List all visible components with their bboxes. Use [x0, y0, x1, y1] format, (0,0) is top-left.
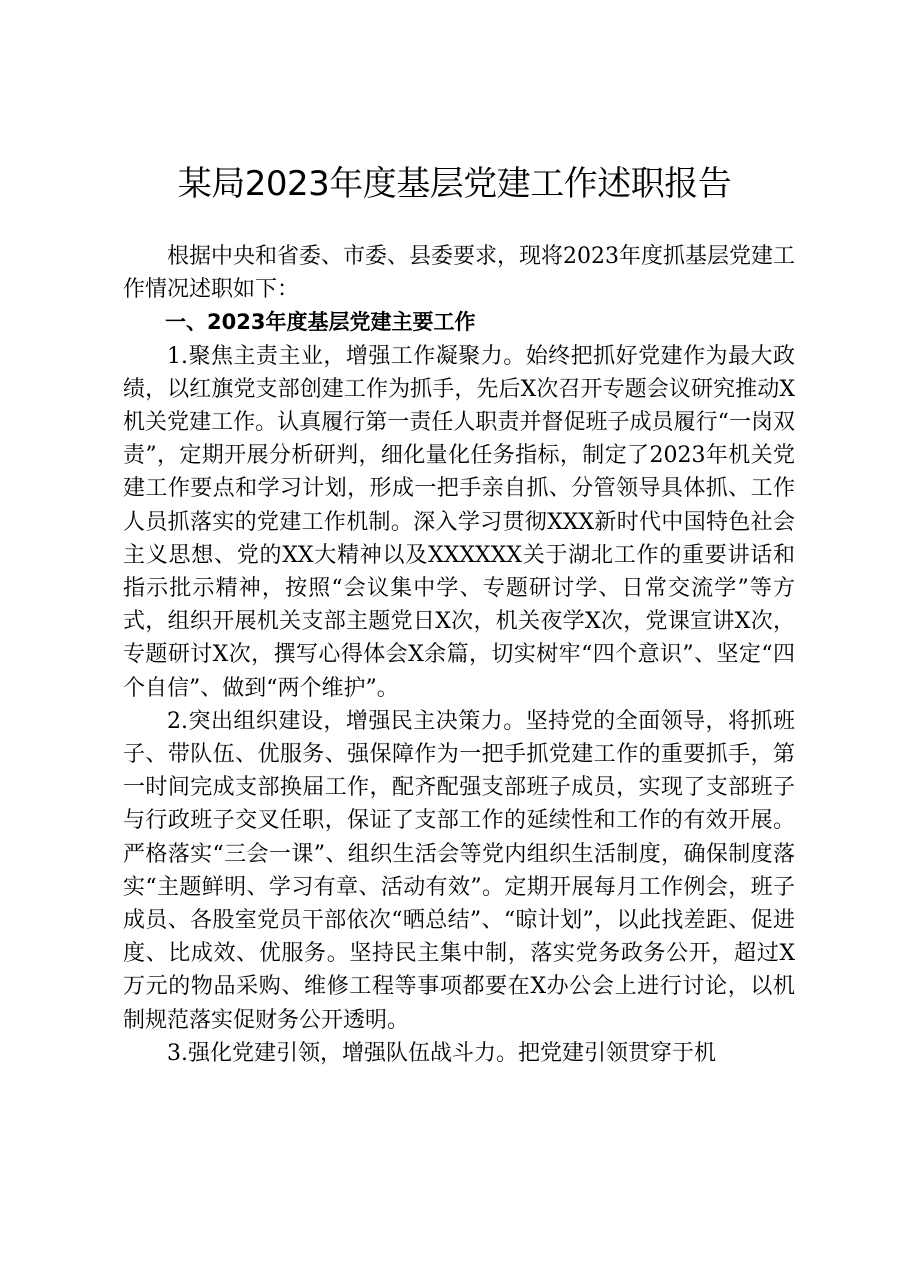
paragraph-3: 3.强化党建引领，增强队伍战斗力。把党建引领贯穿于机 [167, 1040, 716, 1066]
document-body [123, 240, 795, 1070]
paragraph-1: 1.聚焦主责主业，增强工作凝聚力。始终把抓好党建作为最大政绩，以红旗党支部创建工作为抓手，先后X次召开专题会议研究推动X机关党建工作。认真履行第一责任人职责并督促班子成员履行“一岗双责”，定期开展分析研判，细化量化任务指标，制定了2023年机关党建工作要点和学习计划，形成一把手亲自抓、分管领导具体抓、工作人员抓落实的党建工作机制。深入学习贯彻XXX新时代中国特色社会主义思想、党的XX大精神以及XXXXXX关于湖北工作的重要讲话和指示批示精神，按照“会议集中学、专题研讨学、日常交流学”等方式，组织开展机关支部主题党日X次，机关夜学X次，党课宣讲X次，专题研讨X次，撰写心得体会X余篇，切实树牢“四个意识”、坚定“四个自信”、做到“两个维护”。 [123, 343, 795, 701]
section-heading: 一、2023年度基层党建主要工作 [165, 310, 476, 335]
intro-paragraph: 根据中央和省委、市委、县委要求，现将2023年度抓基层党建工作情况述职如下： [123, 244, 795, 303]
paragraph-2: 2.突出组织建设，增强民主决策力。坚持党的全面领导，将抓班子、带队伍、优服务、强保障作为一把手抓党建工作的重要抓手，第一时间完成支部换届工作，配齐配强支部班子成员，实现了支部班子与行政班子交叉任职，保证了支部工作的延续性和工作的有效开展。严格落实“三会一课”、组织生活会等党内组织生活制度，确保制度落实“主题鲜明、学习有章、活动有效”。定期开展每月工作例会，班子成员、各股室党员干部依次“晒总结”、“晾计划”，以此找差距、促进度、比成效、优服务。坚持民主集中制，落实党务政务公开，超过X万元的物品采购、维修工程等事项都要在X办公会上进行讨论，以机制规范落实促财务公开透明。 [123, 708, 795, 1033]
document-title: 某局2023年度基层党建工作述职报告 [177, 164, 732, 204]
